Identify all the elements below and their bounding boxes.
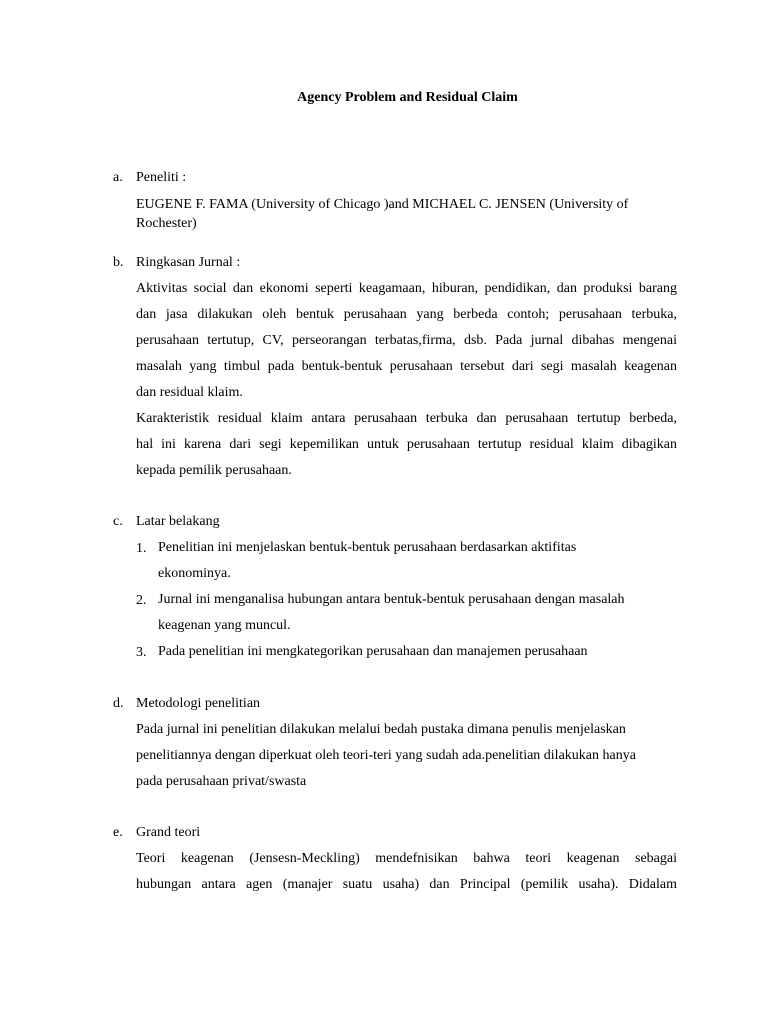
list-item: [158, 639, 588, 665]
section-a-line: Rochester): [136, 216, 197, 231]
section-d-line: Pada jurnal ini penelitian dilakukan melalui bedah pustaka dimana penulis menjelaskan: [136, 722, 626, 737]
section-b-line: perusahaan tertutup, CV, perseorangan terbatas,firma, dsb. Pada jurnal dibahas mengenai: [136, 333, 677, 348]
section-d-heading: Metodologi penelitian: [136, 696, 261, 711]
section-e-marker: e.: [113, 825, 123, 840]
section-c-heading: Latar belakang: [136, 514, 220, 529]
section-b-marker: b.: [113, 255, 124, 270]
list-item-line: Penelitian ini menjelaskan bentuk-bentuk perusahaan berdasarkan aktifitas: [158, 540, 577, 555]
section-b-body-2: [136, 406, 677, 484]
page-title: Agency Problem and Residual Claim: [297, 90, 518, 105]
list-item: [158, 587, 625, 639]
list-item-number: 2.: [136, 593, 147, 608]
section-b-line: hal ini karena dari segi kepemilikan untuk perusahaan tertutup residual klaim dibagikan: [136, 437, 677, 452]
section-d-line: penelitiannya dengan diperkuat oleh teori-teri yang sudah ada.penelitian dilakukan hanya: [136, 748, 636, 763]
section-b-line: Karakteristik residual klaim antara perusahaan terbuka dan perusahaan tertutup berbeda,: [136, 411, 677, 426]
list-item-line: Jurnal ini menganalisa hubungan antara bentuk-bentuk perusahaan dengan masalah: [158, 592, 625, 607]
list-item-line: keagenan yang muncul.: [158, 618, 291, 633]
section-e-line: Teori keagenan (Jensesn-Meckling) mendefnisikan bahwa teori keagenan sebagai: [136, 851, 677, 866]
section-d-marker: d.: [113, 696, 124, 711]
section-e-line: hubungan antara agen (manajer suatu usaha) dan Principal (pemilik usaha). Didalam: [136, 877, 677, 892]
section-b-line: dan residual klaim.: [136, 385, 243, 400]
section-b-line: kepada pemilik perusahaan.: [136, 463, 292, 478]
list-item-number: 1.: [136, 541, 147, 556]
section-b-line: masalah yang timbul pada bentuk-bentuk perusahaan tersebut dari segi masalah keagenan: [136, 359, 677, 374]
section-b-line: Aktivitas social dan ekonomi seperti keagamaan, hiburan, pendidikan, dan produksi barang: [136, 281, 677, 296]
section-c-marker: c.: [113, 514, 123, 529]
section-b-body: [136, 276, 677, 406]
section-e-body: [136, 846, 677, 898]
list-item: [158, 535, 576, 587]
section-a-body: [136, 195, 677, 233]
section-a-line: EUGENE F. FAMA (University of Chicago )and MICHAEL C. JENSEN (University of: [136, 197, 629, 212]
section-d-line: pada perusahaan privat/swasta: [136, 774, 307, 789]
section-e-heading: Grand teori: [136, 825, 201, 840]
section-d-body: [136, 717, 677, 795]
list-item-number: 3.: [136, 645, 147, 660]
list-item-line: Pada penelitian ini mengkategorikan perusahaan dan manajemen perusahaan: [158, 644, 588, 659]
section-a-marker: a.: [113, 170, 123, 185]
section-b-heading: Ringkasan Jurnal :: [136, 255, 241, 270]
section-a-heading: Peneliti :: [136, 170, 187, 185]
list-item-line: ekonominya.: [158, 566, 231, 581]
section-b-line: dan jasa dilakukan oleh bentuk perusahaan yang berbeda contoh; perusahaan terbuka,: [136, 307, 677, 322]
